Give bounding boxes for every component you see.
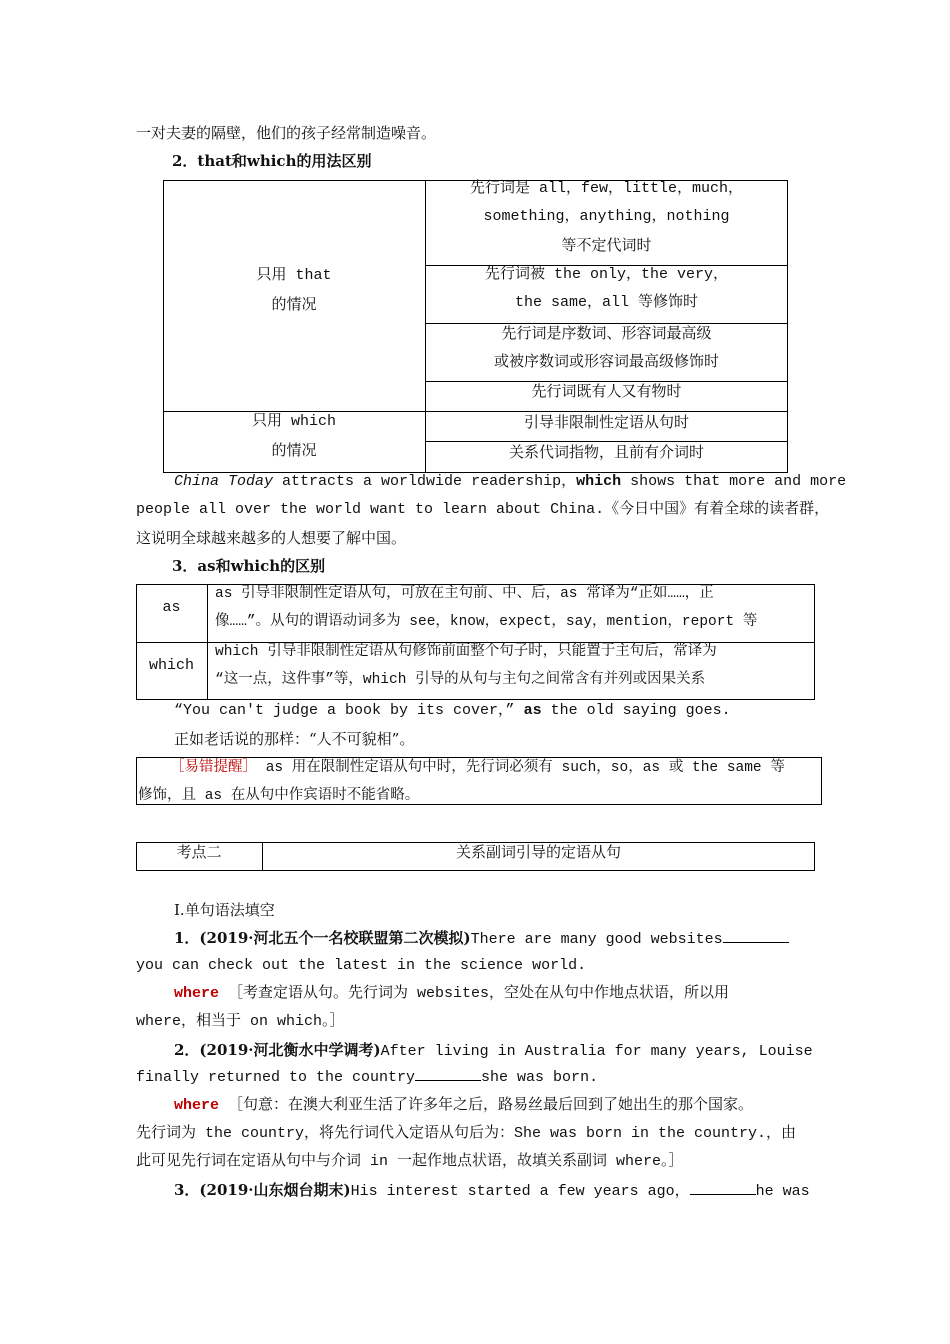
question-3-blank [690, 1180, 756, 1195]
answer-2-word: where [174, 1097, 220, 1114]
section-2-title: 2．that和which的用法区别 [172, 152, 372, 170]
question-1-line-1 [174, 924, 789, 954]
answer-2-line-2: 先行词为 the country，将先行词代入定语从句后为：She was born in the country.，由 [136, 1125, 797, 1142]
which-rule-2: 关系代词指物，且前有介词时 [508, 443, 704, 461]
as-rule-line-2: 像……”。从句的谓语动词多为 see，know，expect，say，mention，report 等 [215, 614, 758, 630]
exercise-heading: Ⅰ.单句语法填空 [174, 901, 275, 919]
question-3-text: His interest started a few years ago， [350, 1183, 690, 1200]
question-1-text: There are many good websites [470, 931, 723, 948]
answer-1-explanation: ［考查定语从句。先行词为 websites，空处在从句中作地点状语，所以用 [219, 985, 730, 1002]
question-2-source: 2．(2019·河北衡水中学调考) [174, 1041, 381, 1059]
that-rule-1: 先行词是 all，few，little，much， [469, 180, 744, 197]
answer-1-line-1 [174, 980, 729, 1008]
question-2-line-2 [136, 1064, 598, 1092]
question-3-source: 3．(2019·山东烟台期末) [174, 1181, 351, 1199]
kaodian-label: 考点二 [176, 843, 222, 861]
that-rule-1-line3: 等不定代词时 [561, 236, 652, 254]
tip-text-1: as 用在限制性定语从句中时，先行词必须有 such，so，as 或 the same 等 [257, 760, 785, 776]
only-that-label-2: 的情况 [271, 295, 317, 313]
that-rule-4: 先行词既有人又有物时 [531, 382, 682, 400]
which-rule-line-1: which 引导非限制性定语从句修饰前面整个句子时，只能置于主句后，常译为 [215, 644, 717, 660]
question-2-blank [415, 1066, 481, 1081]
that-rule-3: 先行词是序数词、形容词最高级 [501, 324, 712, 342]
that-rule-2: 先行词被 the only，the very， [484, 266, 729, 283]
tip-line-1 [170, 754, 785, 782]
that-rule-2-line2: the same，all 等修饰时 [514, 294, 699, 311]
example-2-keyword: as [523, 702, 542, 719]
example-2-rest: the old saying goes. [541, 702, 731, 719]
that-rule-1-line2: something，anything，nothing [483, 208, 730, 225]
only-which-label: 只用 which [251, 413, 336, 430]
intro-line: 一对夫妻的隔壁，他们的孩子经常制造噪音。 [136, 124, 437, 142]
answer-1-line-2: where，相当于 on which。］ [136, 1013, 345, 1030]
which-rule-line-2: “这一点，这件事”等，which 引导的从句与主句之间常含有并列或因果关系 [215, 672, 706, 688]
example-2-quote: “You can't judge a book by its cover，” [174, 702, 515, 719]
answer-1-word: where [174, 985, 220, 1002]
question-1-line-2: you can check out the latest in the science world. [136, 957, 587, 974]
that-rule-3-line2: 或被序数词或形容词最高级修饰时 [493, 352, 719, 370]
example-2-line-2: 正如老话说的那样：“人不可貌相”。 [174, 730, 415, 748]
question-2-line-1 [174, 1036, 813, 1066]
as-label: as [162, 599, 181, 616]
as-rule-line-1: as 引导非限制性定语从句，可放在主句前、中、后，as 常译为“正如……，正 [215, 586, 714, 602]
example-1-line-2: people all over the world want to learn about China.《今日中国》有着全球的读者群， [136, 501, 830, 518]
tip-line-2: 修饰，且 as 在从句中作宾语时不能省略。 [138, 788, 420, 804]
example-1-text-b: shows that more and more [621, 473, 847, 490]
which-rule-1: 引导非限制性定语从句时 [523, 413, 689, 431]
example-1-line-3: 这说明全球越来越多的人想要了解中国。 [136, 529, 407, 547]
answer-2-explanation: ［句意：在澳大利亚生活了许多年之后，路易丝最后回到了她出生的那个国家。 [219, 1097, 754, 1114]
question-1-source: 1．(2019·河北五个一名校联盟第二次模拟) [174, 929, 471, 947]
question-3-line-1 [174, 1176, 810, 1206]
answer-2-line-3: 此可见先行词在定语从句中与介词 in 一起作地点状语，故填关系副词 where。］ [136, 1153, 684, 1170]
example-1-title: China Today [174, 473, 274, 490]
answer-2-line-1 [174, 1092, 753, 1120]
example-1-text-a: attracts a worldwide readership， [273, 473, 577, 490]
question-1-blank [723, 928, 789, 943]
kaodian-title: 关系副词引导的定语从句 [455, 843, 621, 861]
example-2-line-1 [174, 697, 731, 725]
question-3-text-b: he was [755, 1183, 810, 1200]
question-2-text-a: finally returned to the country [136, 1069, 416, 1086]
only-that-label: 只用 that [256, 267, 332, 284]
example-1-keyword: which [576, 473, 622, 490]
section-3-title: 3．as和which的区别 [172, 557, 326, 575]
example-1-line-1 [174, 468, 846, 496]
question-2-text-b: she was born. [481, 1069, 599, 1086]
question-2-text: After living in Australia for many years, Louise [380, 1043, 813, 1060]
only-which-label-2: 的情况 [271, 441, 317, 459]
which-label: which [148, 657, 194, 674]
tip-label: ［易错提醒］ [170, 760, 257, 776]
